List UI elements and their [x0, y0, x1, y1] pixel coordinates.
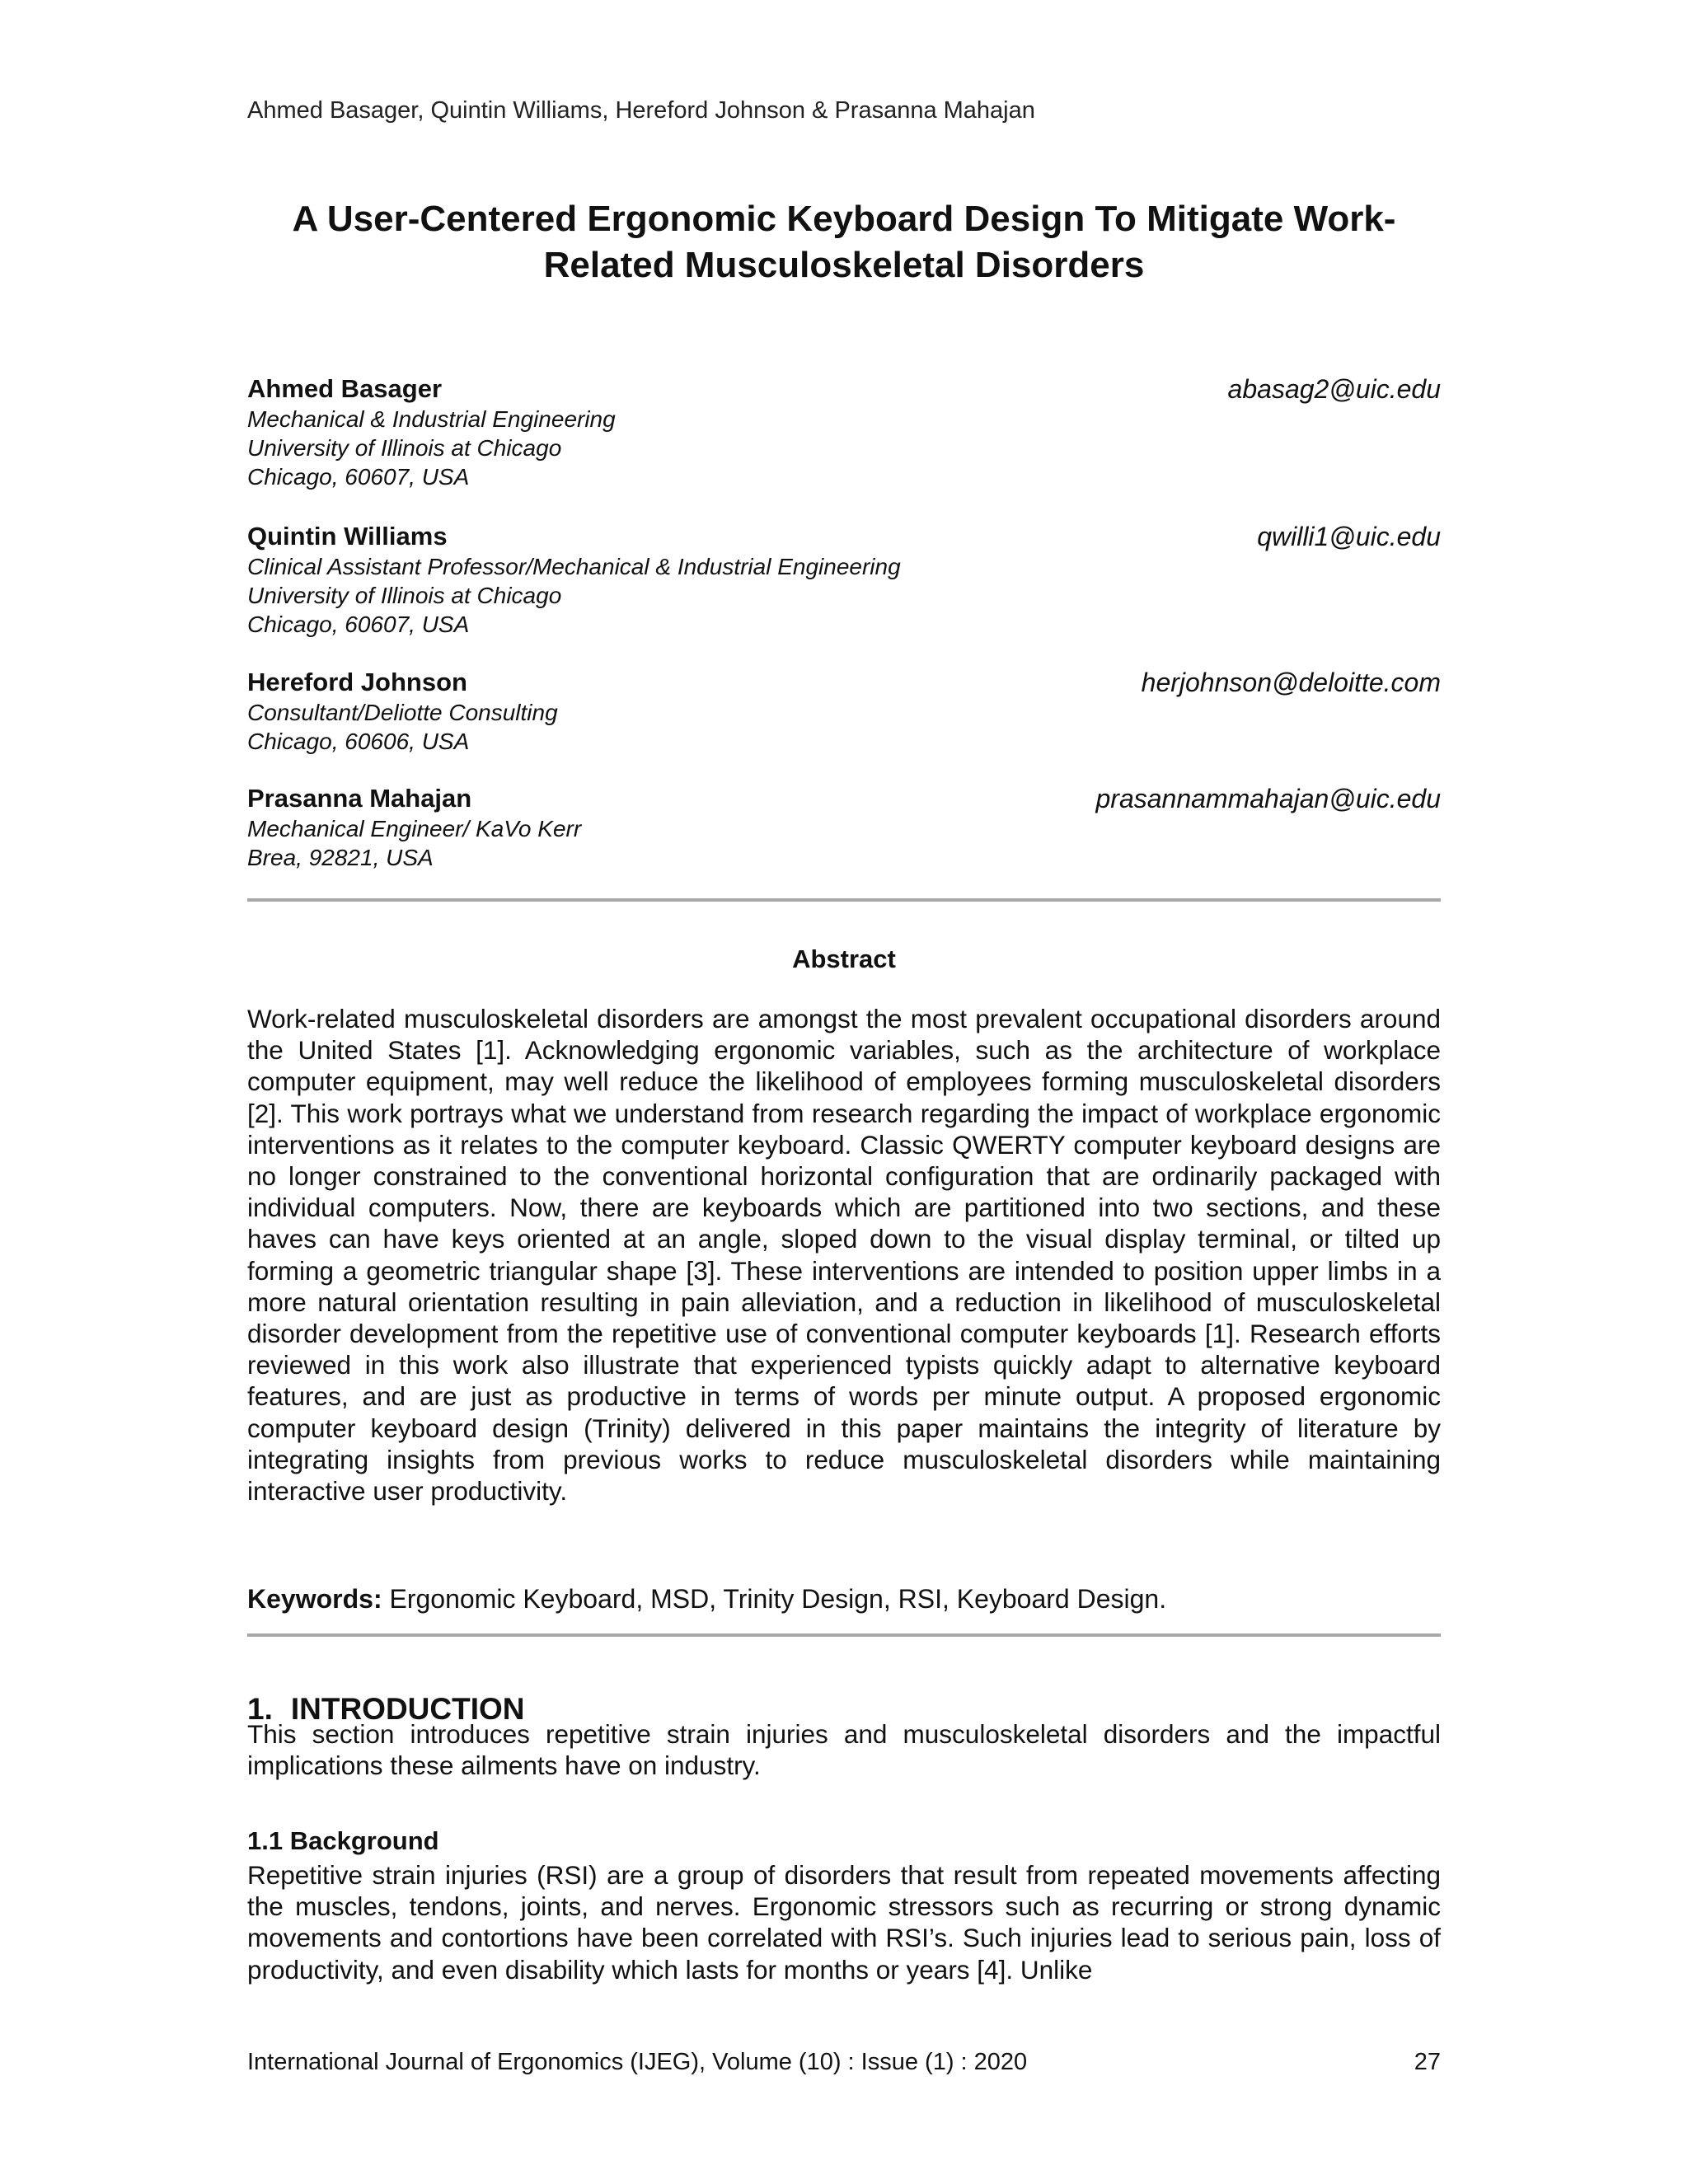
section-divider [247, 1633, 1441, 1637]
author-name: Ahmed Basager [247, 374, 443, 403]
paper-title-line-1: A User-Centered Ergonomic Keyboard Design To Mitigate Work- [292, 199, 1396, 239]
page-number: 27 [1414, 2049, 1441, 2075]
paper-title [198, 196, 1490, 288]
author-affiliation-line: Chicago, 60607, USA [247, 464, 470, 490]
author-affiliation-line: Chicago, 60607, USA [247, 612, 470, 637]
abstract-text: Work-related musculoskeletal disorders are amongst the most prevalent occupational disorders around the United States [1]. Acknowledging ergonomic variables, such as the architecture of workplace computer equipment, may well reduce the likelihood of employees forming musculoskeletal disorders [2]. This work portrays what we understand from research regarding the impact of workplace ergonomic interventions as it relates to the computer keyboard. Classic QWERTY computer keyboard designs are no longer constrained to the conventional horizontal configuration that are ordinarily packaged with individual computers. Now, there are keyboards which are partitioned into two sections, and these haves can have keys oriented at an angle, sloped down to the visual display terminal, or tilted up forming a geometric triangular shape [3]. These interventions are intended to position upper limbs in a more natural orientation resulting in pain alleviation, and a reduction in likelihood of musculoskeletal disorder development from the repetitive use of conventional computer keyboards [1]. Research efforts reviewed in this work also illustrate that experienced typists quickly adapt to alternative keyboard features, and are just as productive in terms of words per minute output. A proposed ergonomic computer keyboard design (Trinity) delivered in this paper maintains the integrity of literature by integrating insights from previous works to reduce musculoskeletal disorders while maintaining interactive user productivity. [247, 1004, 1441, 1507]
subsection-heading: 1.1 Background [247, 1826, 439, 1855]
running-header: Ahmed Basager, Quintin Williams, Hereford Johnson & Prasanna Mahajan [247, 97, 1035, 124]
author-block [247, 373, 1441, 491]
author-affiliation-line: University of Illinois at Chicago [247, 435, 562, 461]
keywords [247, 1582, 1441, 1615]
background-text: Repetitive strain injuries (RSI) are a group of disorders that result from repeated movements affecting the muscles, tendons, joints, and nerves. Ergonomic stressors such as recurring or strong dynamic movements and contortions have been correlated with RSI’s. Such injuries lead to serious pain, loss of productivity, and even disability which lasts for months or years [4]. Unlike [247, 1860, 1441, 1985]
author-block [247, 783, 1441, 872]
author-email: qwilli1@uic.edu [1257, 522, 1441, 551]
author-email: herjohnson@deloitte.com [1141, 668, 1441, 697]
section-title: INTRODUCTION [290, 1692, 525, 1726]
author-affiliation-line: Mechanical & Industrial Engineering [247, 406, 616, 432]
section-divider [247, 898, 1441, 902]
author-name: Quintin Williams [247, 522, 448, 551]
author-block [247, 521, 1441, 639]
author-affiliation-line: Mechanical Engineer/ KaVo Kerr [247, 816, 582, 841]
author-name: Prasanna Mahajan [247, 784, 472, 813]
author-affiliation-line: Chicago, 60606, USA [247, 729, 470, 754]
author-affiliation-line: Brea, 92821, USA [247, 845, 434, 870]
author-affiliation-line: University of Illinois at Chicago [247, 583, 562, 608]
author-affiliation-line: Consultant/Deliotte Consulting [247, 700, 558, 725]
author-email: prasannammahajan@uic.edu [1095, 784, 1441, 813]
author-email: abasag2@uic.edu [1227, 374, 1441, 404]
keywords-label: Keywords: [247, 1584, 382, 1614]
author-name: Hereford Johnson [247, 668, 467, 696]
journal-footer: International Journal of Ergonomics (IJEG), Volume (10) : Issue (1) : 2020 [247, 2049, 1028, 2075]
abstract-heading: Abstract [792, 944, 896, 973]
keywords-text: Ergonomic Keyboard, MSD, Trinity Design, RSI, Keyboard Design. [389, 1584, 1167, 1614]
paper-title-line-2: Related Musculoskeletal Disorders [543, 245, 1145, 285]
author-block [247, 667, 1441, 756]
introduction-text: This section introduces repetitive strain injuries and musculoskeletal disorders and the impactful implications these ailments have on industry. [247, 1719, 1441, 1781]
author-affiliation-line: Clinical Assistant Professor/Mechanical & Industrial Engineering [247, 554, 901, 579]
section-number: 1. [247, 1692, 273, 1726]
